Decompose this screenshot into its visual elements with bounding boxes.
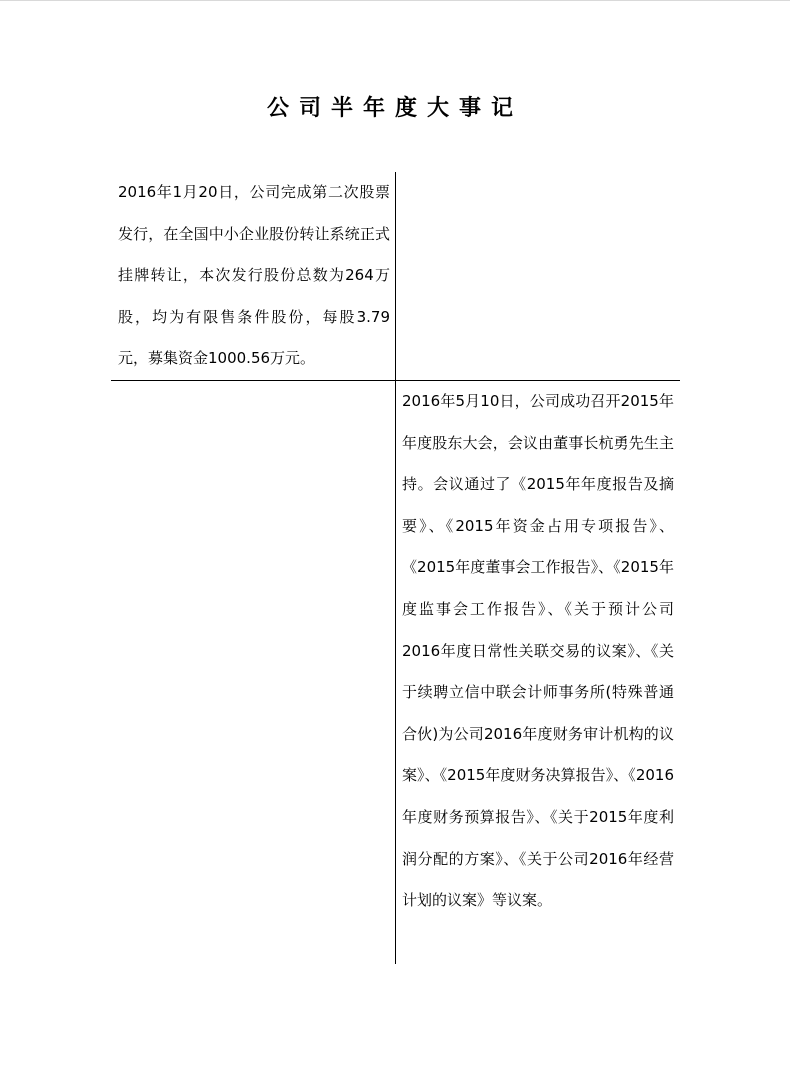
timeline-vertical-line bbox=[395, 172, 396, 964]
event-entry-right: 2016年5月10日，公司成功召开2015年年度股东大会，会议由董事长杭勇先生主持。会议通过了《2015年年度报告及摘要》、《2015年资金占用专项报告》、《2015年度董事会工作报告》、《2015年度监事会工作报告》、《关于预计公司2016年度日常性关联交易的议案》、《关于续聘立信中联会计师事务所(特殊普通合伙)为公司2016年度财务审计机构的议案》、《2015年度财务决算报告》、《2016年度财务预算报告》、《关于2015年度利润分配的方案》、《关于公司2016年经营计划的议案》等议案。 bbox=[402, 392, 674, 910]
page-top-border bbox=[0, 0, 790, 1]
page-title: 公司半年度大事记 bbox=[266, 96, 523, 121]
event-entry-left: 2016年1月20日，公司完成第二次股票发行，在全国中小企业股份转让系统正式挂牌转让，本次发行股份总数为264万股，均为有限售条件股份，每股3.79元，募集资金1000.56万元。 bbox=[118, 183, 390, 368]
